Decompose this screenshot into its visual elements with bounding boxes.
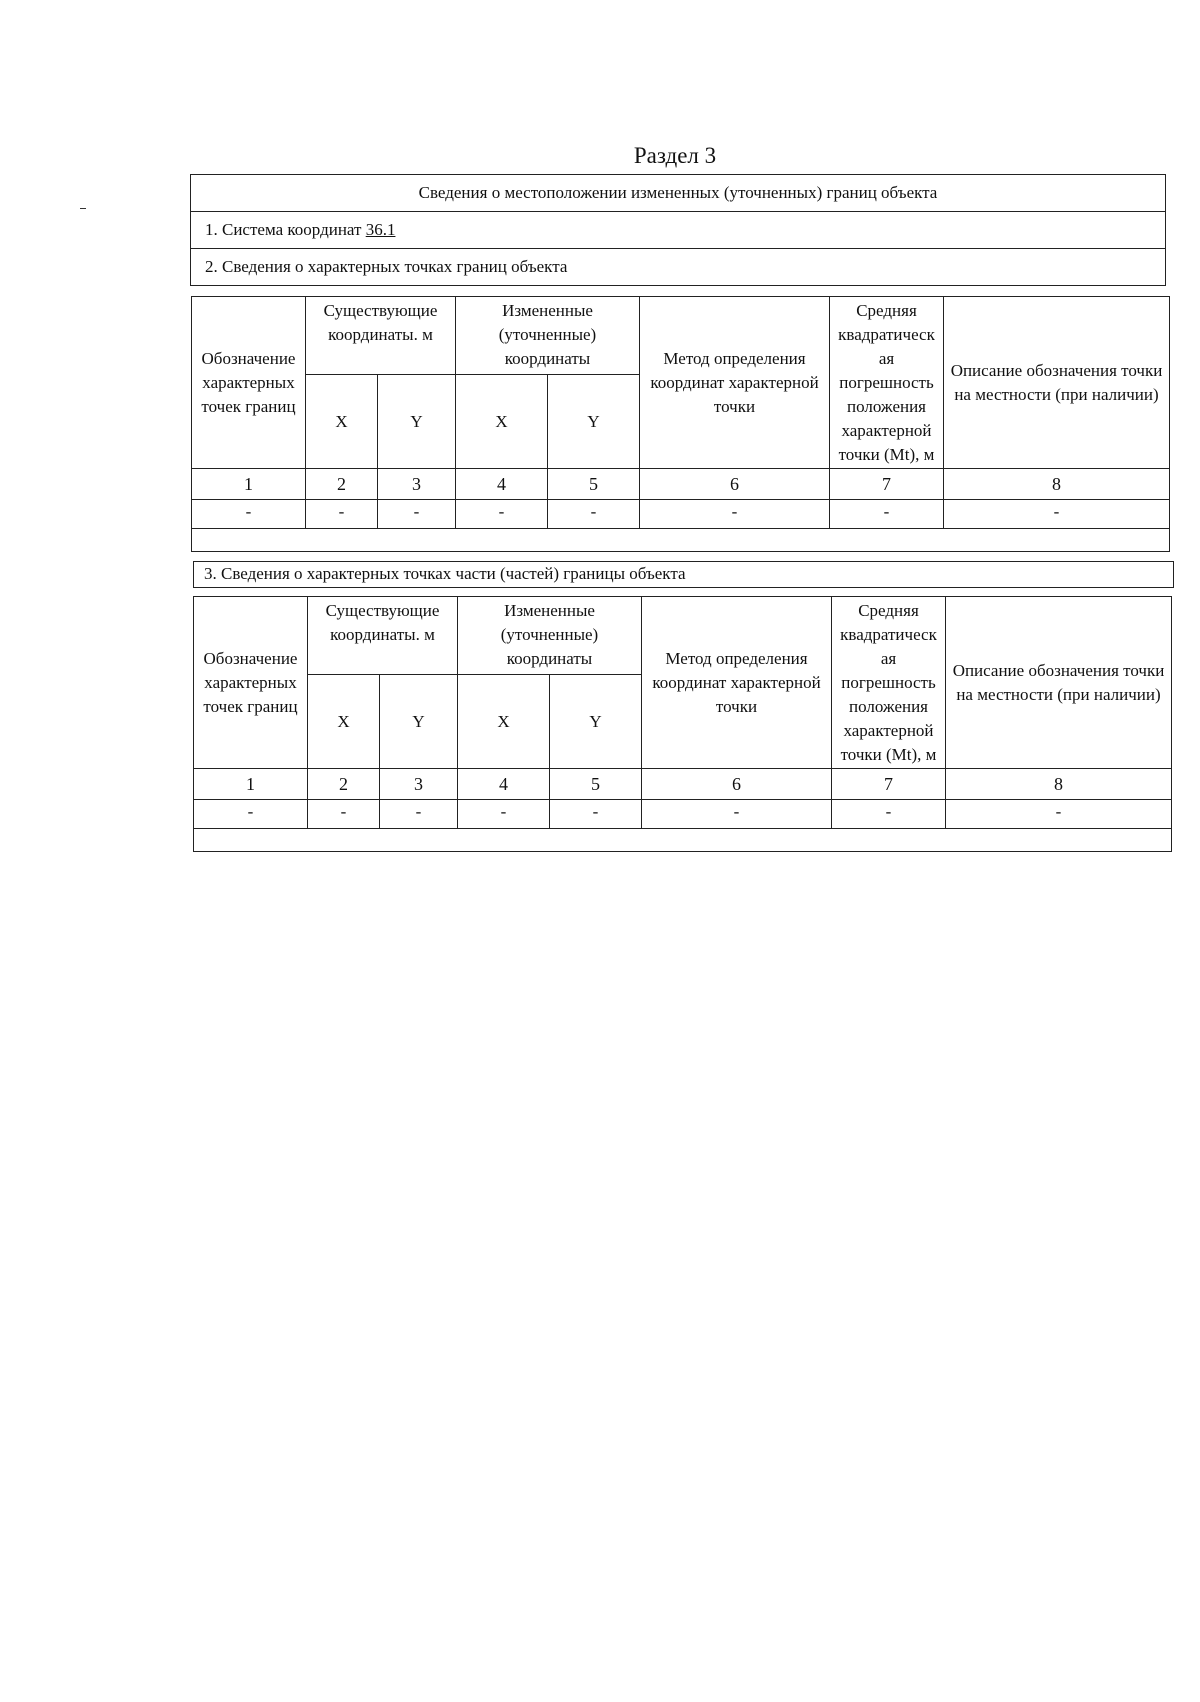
col-changed-x: X <box>458 675 550 769</box>
part-points-title: 3. Сведения о характерных точках части (частей) границы объекта <box>193 561 1174 588</box>
col-changed: Измененные (уточненные) координаты <box>456 297 640 375</box>
col-description: Описание обозначения точки на местности (при наличии) <box>946 597 1172 769</box>
table-cell: - <box>378 500 456 529</box>
col-changed-x: X <box>456 375 548 469</box>
points-title: 2. Сведения о характерных точках границ объекта <box>191 249 1166 286</box>
col-number: 5 <box>550 769 642 800</box>
table-cell: - <box>550 800 642 829</box>
boundary-points-table <box>191 296 1170 552</box>
page-title: Раздел 3 <box>633 143 717 168</box>
stray-mark <box>80 208 86 209</box>
col-error: Средняя квадратическ ая погрешность положения характерной точки (Mt), м <box>832 597 946 769</box>
col-method: Метод определения координат характерной точки <box>640 297 830 469</box>
table-cell: - <box>946 800 1172 829</box>
table-cell: - <box>192 500 306 529</box>
col-existing-x: X <box>306 375 378 469</box>
col-number: 7 <box>830 469 944 500</box>
coord-system-value: 36.1 <box>365 220 396 239</box>
table-cell: - <box>642 800 832 829</box>
col-description: Описание обозначения точки на местности (при наличии) <box>944 297 1170 469</box>
table-cell: - <box>830 500 944 529</box>
header-caption: Сведения о местоположении измененных (уточненных) границ объекта <box>191 175 1166 212</box>
col-designation: Обозначение характерных точек границ <box>194 597 308 769</box>
table-cell: - <box>548 500 640 529</box>
col-existing: Существующие координаты. м <box>306 297 456 375</box>
col-designation: Обозначение характерных точек границ <box>192 297 306 469</box>
col-changed: Измененные (уточненные) координаты <box>458 597 642 675</box>
table-cell: - <box>194 800 308 829</box>
col-number: 7 <box>832 769 946 800</box>
table-cell: - <box>456 500 548 529</box>
table-cell: - <box>832 800 946 829</box>
empty-row <box>194 829 1172 852</box>
col-number: 2 <box>308 769 380 800</box>
table-cell: - <box>308 800 380 829</box>
col-existing: Существующие координаты. м <box>308 597 458 675</box>
col-number: 3 <box>378 469 456 500</box>
col-method: Метод определения координат характерной точки <box>642 597 832 769</box>
col-changed-y: Y <box>550 675 642 769</box>
col-changed-y: Y <box>548 375 640 469</box>
table-cell: - <box>306 500 378 529</box>
col-number: 6 <box>642 769 832 800</box>
table-cell: - <box>640 500 830 529</box>
col-existing-x: X <box>308 675 380 769</box>
header-table <box>190 174 1166 286</box>
col-number: 6 <box>640 469 830 500</box>
part-points-table <box>193 596 1172 852</box>
col-number: 8 <box>946 769 1172 800</box>
coord-system-row <box>191 212 1166 249</box>
table-cell: - <box>380 800 458 829</box>
col-number: 3 <box>380 769 458 800</box>
col-number: 1 <box>194 769 308 800</box>
col-number: 4 <box>456 469 548 500</box>
col-existing-y: Y <box>380 675 458 769</box>
col-number: 4 <box>458 769 550 800</box>
table-cell: - <box>944 500 1170 529</box>
col-number: 8 <box>944 469 1170 500</box>
table-cell: - <box>458 800 550 829</box>
coord-system-label: 1. Система координат <box>205 220 362 239</box>
col-number: 5 <box>548 469 640 500</box>
col-error: Средняя квадратическ ая погрешность положения характерной точки (Mt), м <box>830 297 944 469</box>
empty-row <box>192 529 1170 552</box>
col-number: 2 <box>306 469 378 500</box>
col-number: 1 <box>192 469 306 500</box>
col-existing-y: Y <box>378 375 456 469</box>
